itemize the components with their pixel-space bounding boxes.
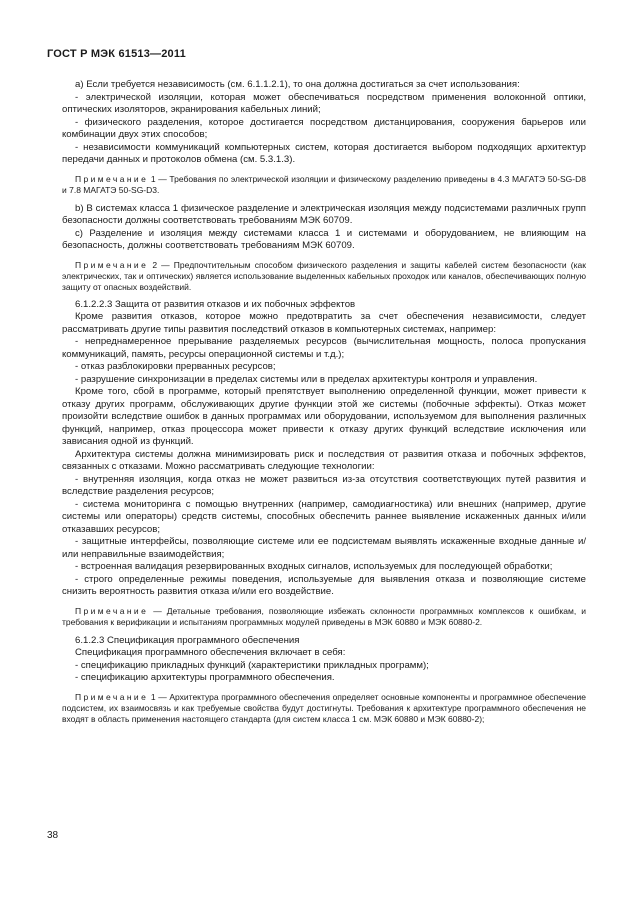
list-item: - независимости коммуникаций компьютерных систем, которая достигается выбором подходящих архитектур передачи данных и протоколов обмена (см. 5.3.1.3). xyxy=(62,141,586,165)
list-item: - спецификацию архитектуры программного обеспечения. xyxy=(75,672,335,684)
list-item: - защитные интерфейсы, позволяющие системе или ее подсистемам выявлять искаженные входные данные и/или неправильные взаимодействия; xyxy=(62,536,586,560)
section-title-6-1-2-2-3: 6.1.2.2.3 Защита от развития отказов и их побочных эффектов xyxy=(75,298,356,310)
paragraph-c: с) Разделение и изоляция между системами класса 1 и системами и оборудованием, не влияющим на безопасность, должны соответствовать требованиям МЭК 60709. xyxy=(62,227,586,252)
note-2 xyxy=(62,260,586,294)
note-text: 1 — Архитектура программного обеспечения определяет основные компоненты и программное обеспечение подсистем, их взаимосвязь и как требуемые свойства будут достигнуты. Требования к архитектуре программного обеспечения не входят в область применения настоящего стандарта (для систем класса 1 см. МЭК 60880 и МЭК 60880-2); xyxy=(62,691,586,725)
list-item: - отказ разблокировки прерванных ресурсов; xyxy=(75,361,276,373)
page-number: 38 xyxy=(47,830,59,841)
note-text: 2 — Предпочтительным способом физического разделения и защиты кабелей систем безопасности (как электрических, так и оптических) является использование выделенных кабельных проходок или каналов, обеспечивающих полную защиту от опасных воздействий. xyxy=(62,259,586,293)
note-3 xyxy=(62,606,586,628)
list-item: - встроенная валидация резервированных входных сигналов, используемых для последующей обработки; xyxy=(75,561,553,573)
note-label: Примечание xyxy=(75,173,149,184)
note-1 xyxy=(62,174,586,196)
paragraph: Кроме развития отказов, которое можно предотвратить за счет обеспечения независимости, следует рассматривать другие типы развития последствий отказов в компьютерных системах, например: xyxy=(62,311,586,335)
section-title-6-1-2-3: 6.1.2.3 Спецификация программного обеспечения xyxy=(75,634,300,646)
list-item: - система мониторинга с помощью внутренних (например, самодиагностика) или внешних (например, другие системы или операторы) средств системы, способных обеспечить раннее выявление искаженных данных и/или отказавших ресурсов; xyxy=(62,498,586,535)
paragraph: Спецификация программного обеспечения включает в себя: xyxy=(75,647,346,659)
list-item: - разрушение синхронизации в пределах системы или в пределах архитектуры контроля и управления. xyxy=(75,373,538,385)
note-4 xyxy=(62,692,586,726)
list-item: - физического разделения, которое достигается посредством дистанцирования, сооружения барьеров или комбинации двух этих способов; xyxy=(62,116,586,140)
note-label: Примечание xyxy=(75,691,149,702)
note-label: Примечание xyxy=(75,605,149,616)
list-item: - спецификацию прикладных функций (характеристики прикладных программ); xyxy=(75,659,429,671)
list-item: - электрической изоляции, которая может обеспечиваться посредством применения волоконной оптики, оптических изоляторов, экранирования кабельных линий; xyxy=(62,91,586,115)
list-item: - строго определенные режимы поведения, используемые для выявления отказа и позволяющие системе снизить вероятность развития отказа и/или его воздействие. xyxy=(62,573,586,598)
note-label: Примечание xyxy=(75,259,149,270)
note-text: 1 — Требования по электрической изоляции и физическому разделению приведены в 4.3 МАГАТЭ 50-SG-D8 и 7.8 МАГАТЭ 50-SG-D3. xyxy=(62,173,586,195)
document-body xyxy=(62,79,586,726)
list-item: - непреднамеренное прерывание разделяемых ресурсов (вычислительная мощность, полоса пропускания коммуникаций, память, ресурсы операционной системы и т.д.); xyxy=(62,336,586,360)
paragraph: Кроме того, сбой в программе, который препятствует выполнению определенной функции, может привести к отказу других программ, обслуживающих другие функции этой же системы (побочные эффекты). Отказ может произойти вследствие ошибок в данных программах или оборудовании, используемом для выполнения различных функций, например, отказ процессора может привести к отказу других функций вследствие исключения или зависания одной из функций. xyxy=(62,386,586,448)
paragraph-a-intro: a) Если требуется независимость (см. 6.1.1.2.1), то она должна достигаться за счет использования: xyxy=(75,79,520,90)
list-item: - внутренняя изоляция, когда отказ не может развиться из-за отсутствия соответствующих путей развития и вследствие разделения ресурсов; xyxy=(62,473,586,498)
page-header: ГОСТ Р МЭК 61513—2011 xyxy=(47,48,186,60)
paragraph: Архитектура системы должна минимизировать риск и последствия от развития отказа и побочных эффектов, связанных с отказами. Можно рассматривать следующие технологии: xyxy=(62,448,586,473)
note-text: — Детальные требования, позволяющие избежать склонности программных комплексов к ошибкам, и требования к верификации и испытаниям программных модулей приведены в МЭК 60880 и МЭК 60880-2. xyxy=(62,605,586,627)
paragraph-b: b) В системах класса 1 физическое разделение и электрическая изоляция между подсистемами различных групп безопасности должны соответствовать требованиям МЭК 60709. xyxy=(62,202,586,227)
